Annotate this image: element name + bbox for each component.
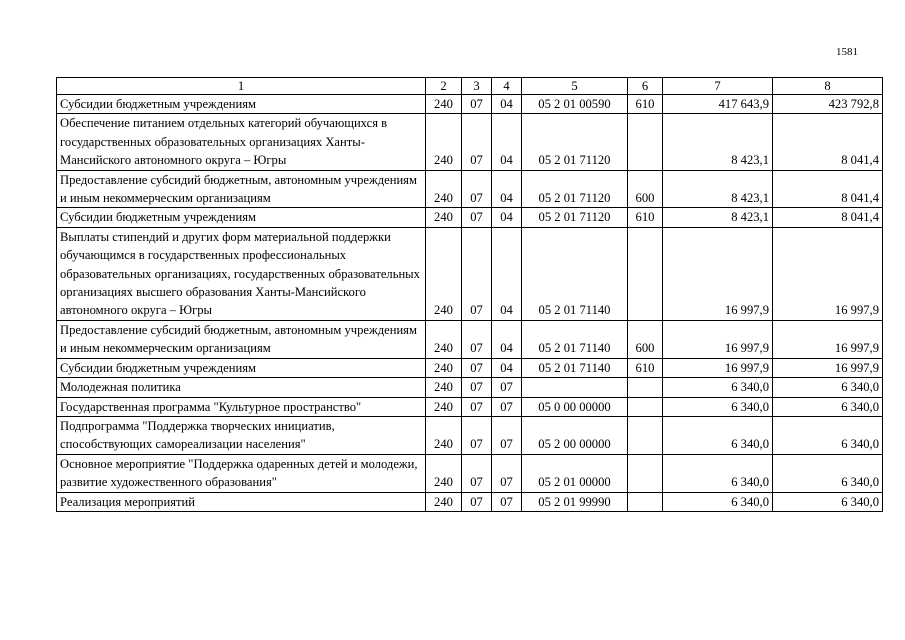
cell-name: Государственная программа "Культурное пространство" — [57, 397, 426, 416]
cell-col4: 07 — [492, 454, 522, 492]
table-row — [57, 227, 883, 320]
cell-col2: 240 — [426, 492, 462, 511]
cell-col3: 07 — [462, 227, 492, 320]
cell-name: Предоставление субсидий бюджетным, автономным учреждениям и иным некоммерческим организациям — [57, 170, 426, 208]
cell-col5: 05 2 01 71140 — [522, 358, 628, 377]
column-header: 1 — [57, 78, 426, 95]
cell-col5: 05 2 01 71120 — [522, 170, 628, 208]
cell-col5: 05 2 01 00000 — [522, 454, 628, 492]
cell-col4: 04 — [492, 95, 522, 114]
page-number: 1581 — [836, 46, 858, 58]
cell-name: Предоставление субсидий бюджетным, автономным учреждениям и иным некоммерческим организациям — [57, 320, 426, 358]
table-row — [57, 416, 883, 454]
cell-col7: 6 340,0 — [663, 416, 773, 454]
cell-col6: 600 — [628, 320, 663, 358]
cell-col3: 07 — [462, 397, 492, 416]
cell-name: Субсидии бюджетным учреждениям — [57, 358, 426, 377]
cell-col2: 240 — [426, 416, 462, 454]
cell-col7: 6 340,0 — [663, 397, 773, 416]
cell-col4: 07 — [492, 397, 522, 416]
cell-col6 — [628, 492, 663, 511]
cell-col2: 240 — [426, 170, 462, 208]
cell-col4: 04 — [492, 358, 522, 377]
cell-col7: 417 643,9 — [663, 95, 773, 114]
cell-col3: 07 — [462, 170, 492, 208]
cell-col5 — [522, 378, 628, 397]
cell-col8: 16 997,9 — [773, 358, 883, 377]
budget-table — [56, 77, 883, 512]
cell-col7: 16 997,9 — [663, 358, 773, 377]
cell-col2: 240 — [426, 397, 462, 416]
cell-col2: 240 — [426, 227, 462, 320]
cell-col7: 16 997,9 — [663, 227, 773, 320]
cell-col3: 07 — [462, 114, 492, 170]
cell-col6: 610 — [628, 358, 663, 377]
table-row — [57, 378, 883, 397]
cell-col7: 6 340,0 — [663, 492, 773, 511]
table-row — [57, 208, 883, 227]
cell-col6 — [628, 114, 663, 170]
cell-col3: 07 — [462, 358, 492, 377]
table-row — [57, 320, 883, 358]
table-row — [57, 454, 883, 492]
cell-col8: 423 792,8 — [773, 95, 883, 114]
cell-col4: 04 — [492, 208, 522, 227]
table-row — [57, 358, 883, 377]
cell-col6: 610 — [628, 95, 663, 114]
cell-col3: 07 — [462, 95, 492, 114]
cell-col4: 07 — [492, 492, 522, 511]
cell-col8: 6 340,0 — [773, 397, 883, 416]
table-body — [57, 78, 883, 512]
cell-name: Выплаты стипендий и других форм материальной поддержки обучающимся в государственных профессиональных образовательных организациях, государственных образовательных организациях высшего образования Ханты-Мансийского автономного округа – Югры — [57, 227, 426, 320]
cell-col7: 8 423,1 — [663, 208, 773, 227]
cell-col8: 6 340,0 — [773, 378, 883, 397]
cell-name: Субсидии бюджетным учреждениям — [57, 95, 426, 114]
cell-col5: 05 2 01 99990 — [522, 492, 628, 511]
cell-col5: 05 2 01 71120 — [522, 208, 628, 227]
cell-col7: 6 340,0 — [663, 378, 773, 397]
table-row — [57, 492, 883, 511]
cell-col4: 07 — [492, 378, 522, 397]
cell-col5: 05 2 01 00590 — [522, 95, 628, 114]
cell-col2: 240 — [426, 378, 462, 397]
cell-col8: 16 997,9 — [773, 227, 883, 320]
cell-col2: 240 — [426, 358, 462, 377]
cell-col6: 600 — [628, 170, 663, 208]
cell-col4: 04 — [492, 114, 522, 170]
table-header-row — [57, 78, 883, 95]
column-header: 6 — [628, 78, 663, 95]
cell-name: Обеспечение питанием отдельных категорий обучающихся в государственных образовательных организациях Ханты-Мансийского автономного округа – Югры — [57, 114, 426, 170]
cell-name: Подпрограмма "Поддержка творческих инициатив, способствующих самореализации населения" — [57, 416, 426, 454]
cell-col3: 07 — [462, 416, 492, 454]
cell-col2: 240 — [426, 454, 462, 492]
cell-col8: 6 340,0 — [773, 492, 883, 511]
table-row — [57, 397, 883, 416]
table-row — [57, 114, 883, 170]
cell-col8: 8 041,4 — [773, 170, 883, 208]
column-header: 4 — [492, 78, 522, 95]
cell-col3: 07 — [462, 320, 492, 358]
cell-col5: 05 2 01 71140 — [522, 227, 628, 320]
column-header: 5 — [522, 78, 628, 95]
cell-col3: 07 — [462, 492, 492, 511]
cell-name: Молодежная политика — [57, 378, 426, 397]
cell-col4: 04 — [492, 170, 522, 208]
cell-col8: 6 340,0 — [773, 454, 883, 492]
cell-col2: 240 — [426, 95, 462, 114]
cell-col5: 05 2 01 71120 — [522, 114, 628, 170]
cell-col7: 8 423,1 — [663, 170, 773, 208]
column-header: 8 — [773, 78, 883, 95]
table-row — [57, 170, 883, 208]
cell-col6 — [628, 454, 663, 492]
cell-col8: 8 041,4 — [773, 114, 883, 170]
cell-col5: 05 2 00 00000 — [522, 416, 628, 454]
table-row — [57, 95, 883, 114]
cell-col7: 6 340,0 — [663, 454, 773, 492]
cell-col6 — [628, 378, 663, 397]
cell-col3: 07 — [462, 378, 492, 397]
cell-col4: 04 — [492, 320, 522, 358]
cell-col6 — [628, 397, 663, 416]
cell-name: Основное мероприятие "Поддержка одаренных детей и молодежи, развитие художественного образования" — [57, 454, 426, 492]
cell-col5: 05 2 01 71140 — [522, 320, 628, 358]
cell-col4: 04 — [492, 227, 522, 320]
cell-col8: 8 041,4 — [773, 208, 883, 227]
cell-col6 — [628, 227, 663, 320]
cell-col8: 6 340,0 — [773, 416, 883, 454]
cell-col7: 16 997,9 — [663, 320, 773, 358]
cell-col5: 05 0 00 00000 — [522, 397, 628, 416]
cell-name: Субсидии бюджетным учреждениям — [57, 208, 426, 227]
column-header: 7 — [663, 78, 773, 95]
cell-col3: 07 — [462, 454, 492, 492]
cell-col6: 610 — [628, 208, 663, 227]
cell-col6 — [628, 416, 663, 454]
cell-name: Реализация мероприятий — [57, 492, 426, 511]
cell-col2: 240 — [426, 114, 462, 170]
cell-col4: 07 — [492, 416, 522, 454]
cell-col8: 16 997,9 — [773, 320, 883, 358]
cell-col3: 07 — [462, 208, 492, 227]
cell-col7: 8 423,1 — [663, 114, 773, 170]
column-header: 3 — [462, 78, 492, 95]
cell-col2: 240 — [426, 320, 462, 358]
cell-col2: 240 — [426, 208, 462, 227]
column-header: 2 — [426, 78, 462, 95]
